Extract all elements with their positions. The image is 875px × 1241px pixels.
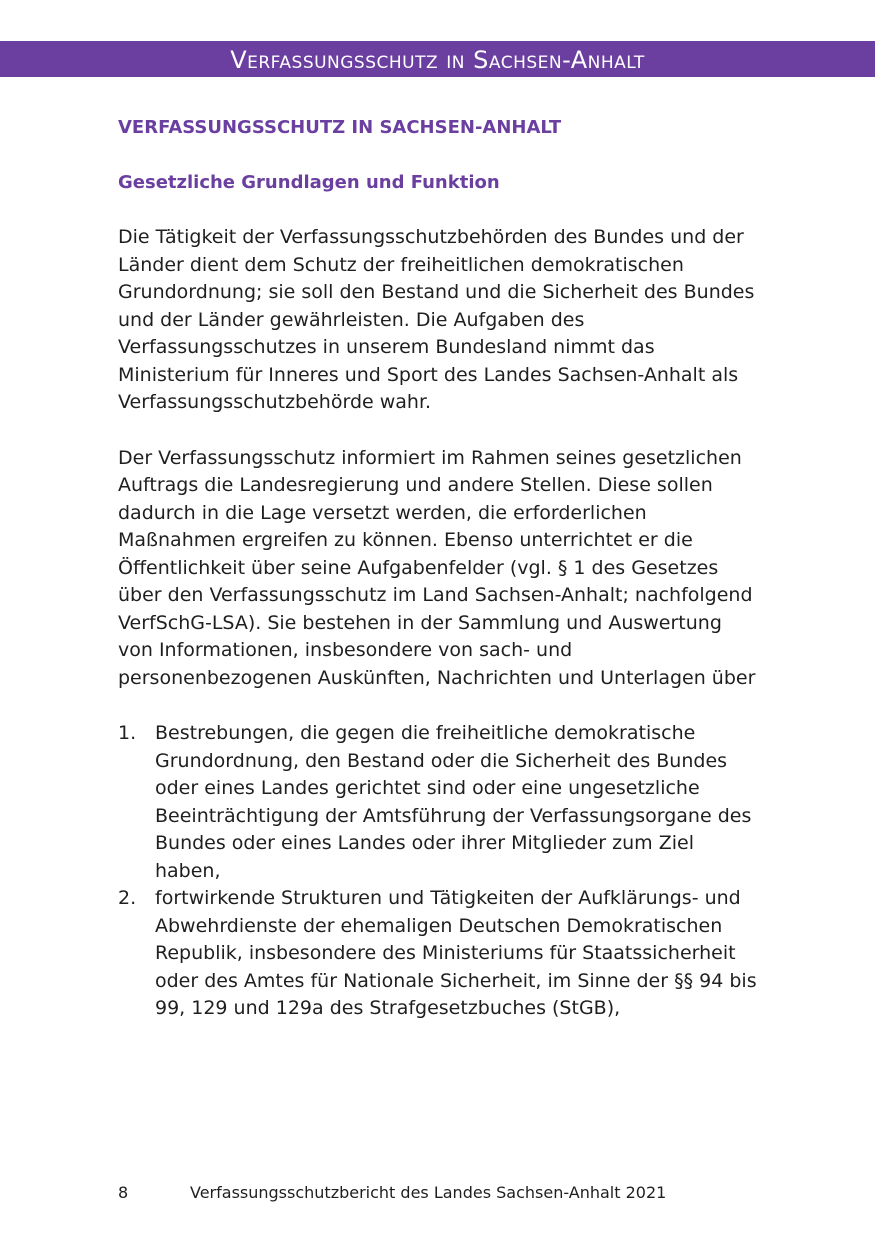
list-item — [118, 885, 758, 1023]
numbered-list — [118, 720, 758, 1023]
list-item-text: Bestrebungen, die gegen die freiheitliche demokratische Grundordnung, den Bestand oder die Sicherheit des Bundes oder eines Landes gerichtet sind oder eine ungesetzliche Beeinträchtigung der Amtsführung der Verfassungsorgane des Bundes oder eines Landes oder ihrer Mitglieder zum Ziel haben, — [155, 722, 752, 882]
page-content — [118, 114, 758, 1023]
chapter-banner: Verfassungsschutz in Sachsen-Anhalt — [0, 41, 875, 77]
page-number: 8 — [118, 1183, 129, 1202]
list-item — [118, 720, 758, 885]
list-item-number: 1. — [118, 722, 137, 744]
paragraph-1: Die Tätigkeit der Verfassungsschutzbehörden des Bundes und der Länder dient dem Schutz der freiheitlichen demokratischen Grundordnung; sie soll den Bestand und die Sicherheit des Bundes und der Länder gewährleisten. Die Aufgaben des Verfassungsschutzes in unserem Bundesland nimmt das Ministerium für Inneres und Sport des Landes Sachsen-Anhalt als Verfassungsschutzbehörde wahr. — [118, 226, 755, 413]
list-item-text: fortwirkende Strukturen und Tätigkeiten der Aufklärungs- und Abwehrdienste der ehemaligen Deutschen Demokratischen Republik, insbesondere des Ministeriums für Staatssicherheit oder des Amtes für Nationale Sicherheit, im Sinne der §§ 94 bis 99, 129 und 129a des Strafgesetzbuches (StGB), — [155, 887, 757, 1019]
paragraph-2: Der Verfassungsschutz informiert im Rahmen seines gesetzlichen Auftrags die Landesregierung und andere Stellen. Diese sollen dadurch in die Lage versetzt werden, die erforderlichen Maßnahmen ergreifen zu können. Ebenso unterrichtet er die Öffentlichkeit über seine Aufgabenfelder (vgl. § 1 des Gesetzes über den Verfassungsschutz im Land Sachsen-Anhalt; nachfolgend VerfSchG-LSA). Sie bestehen in der Sammlung und Auswertung von Informationen, insbesondere von sach- und personenbezogenen Auskünften, Nachrichten und Unterlagen über — [118, 446, 756, 689]
section-title: VERFASSUNGSSCHUTZ IN SACHSEN-ANHALT — [118, 117, 562, 138]
page-footer — [118, 1182, 666, 1204]
list-item-number: 2. — [118, 887, 137, 909]
subsection-title: Gesetzliche Grundlagen und Funktion — [118, 172, 500, 193]
publication-title: Verfassungsschutzbericht des Landes Sachsen-Anhalt 2021 — [190, 1183, 667, 1202]
